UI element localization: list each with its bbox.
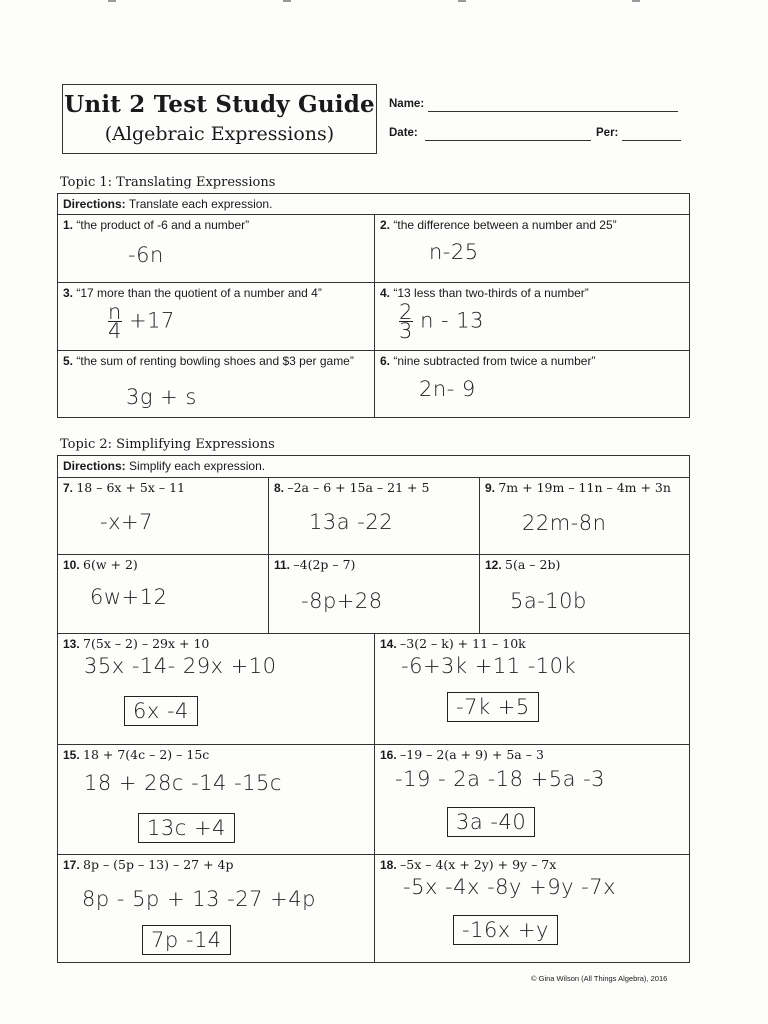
- answer: $\frac{2}{3}$ n - 13: [399, 300, 485, 343]
- problem-cell-18: [374, 854, 690, 963]
- problem-cell-14: [374, 633, 690, 745]
- problem-text: 13. 7(5x – 2) – 29x + 10: [63, 636, 210, 651]
- name-field[interactable]: [428, 111, 678, 112]
- problem-text: 1. “the product of -6 and a number”: [63, 218, 250, 232]
- answer: -6n: [128, 243, 164, 267]
- problem-text: 5. “the sum of renting bowling shoes and $3 per game”: [63, 354, 354, 368]
- topic2-heading: Topic 2: Simplifying Expressions: [60, 437, 275, 452]
- problem-cell-5: [57, 350, 375, 418]
- problem-cell-12: [479, 554, 690, 634]
- problem-cell-15: [57, 744, 375, 855]
- problem-text: 12. 5(a – 2b): [485, 557, 561, 572]
- work: -19 - 2a -18 +5a -3: [395, 767, 606, 791]
- problem-cell-4: [374, 282, 690, 351]
- answer: 3g + s: [126, 385, 197, 409]
- problem-text: 17. 8p – (5p – 13) – 27 + 4p: [63, 857, 234, 872]
- answer-box: -7k +5: [447, 692, 539, 722]
- date-label: Date:: [389, 127, 418, 139]
- page-title: Unit 2 Test Study Guide: [64, 91, 375, 118]
- answer-box: 3a -40: [447, 807, 535, 837]
- answer-box: 6x -4: [124, 696, 198, 726]
- answer: -8p+28: [301, 589, 383, 613]
- problem-text: 16. –19 – 2(a + 9) + 5a – 3: [380, 747, 544, 762]
- problem-cell-11: [268, 554, 480, 634]
- problem-cell-10: [57, 554, 269, 634]
- answer: 6w+12: [90, 585, 168, 609]
- problem-cell-3: [57, 282, 375, 351]
- scan-mark: [632, 0, 640, 2]
- period-label: Per:: [596, 127, 619, 139]
- work: 8p - 5p + 13 -27 +4p: [82, 887, 316, 911]
- problem-text: 18. –5x – 4(x + 2y) + 9y – 7x: [380, 857, 557, 872]
- title-box: [62, 84, 377, 154]
- problem-cell-6: [374, 350, 690, 418]
- topic2-directions: Directions: Simplify each expression.: [63, 459, 266, 473]
- answer: 2n- 9: [419, 377, 476, 401]
- topic1-directions: Directions: Translate each expression.: [63, 197, 273, 211]
- problem-text: 10. 6(w + 2): [63, 557, 138, 572]
- problem-text: 8. –2a – 6 + 15a – 21 + 5: [274, 480, 430, 495]
- problem-cell-7: [57, 477, 269, 555]
- scan-mark: [283, 0, 291, 2]
- period-field[interactable]: [622, 140, 681, 141]
- problem-cell-9: [479, 477, 690, 555]
- problem-text: 9. 7m + 19m – 11n – 4m + 3n: [485, 480, 671, 495]
- date-field[interactable]: [425, 140, 591, 141]
- problem-text: 4. “13 less than two-thirds of a number”: [380, 286, 589, 300]
- problem-text: 2. “the difference between a number and 25”: [380, 218, 617, 232]
- name-label: Name:: [389, 98, 425, 110]
- answer-box: 7p -14: [142, 925, 231, 955]
- problem-cell-1: [57, 214, 375, 283]
- work: -6+3k +11 -10k: [401, 654, 577, 678]
- answer: $\frac{n}{4}$ +17: [108, 300, 175, 343]
- answer: 13a -22: [309, 510, 394, 534]
- answer-box: -16x +y: [453, 915, 558, 945]
- scan-mark: [108, 0, 116, 2]
- answer: n-25: [429, 240, 479, 264]
- problem-text: 7. 18 – 6x + 5x – 11: [63, 480, 185, 495]
- work: 35x -14- 29x +10: [84, 654, 277, 678]
- problem-text: 6. “nine subtracted from twice a number”: [380, 354, 596, 368]
- problem-text: 11. –4(2p – 7): [274, 557, 356, 572]
- problem-cell-2: [374, 214, 690, 283]
- answer: 5a-10b: [510, 589, 587, 613]
- scan-mark: [458, 0, 466, 2]
- answer-box: 13c +4: [138, 813, 235, 843]
- work: -5x -4x -8y +9y -7x: [403, 875, 617, 899]
- problem-text: 15. 18 + 7(4c – 2) – 15c: [63, 747, 210, 762]
- topic1-heading: Topic 1: Translating Expressions: [60, 175, 276, 190]
- work: 18 + 28c -14 -15c: [84, 771, 282, 795]
- page-subtitle: (Algebraic Expressions): [104, 123, 335, 145]
- problem-text: 3. “17 more than the quotient of a number and 4”: [63, 286, 322, 300]
- problem-cell-13: [57, 633, 375, 745]
- copyright-footer: © Gina Wilson (All Things Algebra), 2016: [531, 974, 668, 983]
- answer: 22m-8n: [522, 511, 607, 535]
- problem-text: 14. –3(2 – k) + 11 – 10k: [380, 636, 526, 651]
- problem-cell-17: [57, 854, 375, 963]
- problem-cell-16: [374, 744, 690, 855]
- problem-cell-8: [268, 477, 480, 555]
- answer: -x+7: [100, 510, 153, 534]
